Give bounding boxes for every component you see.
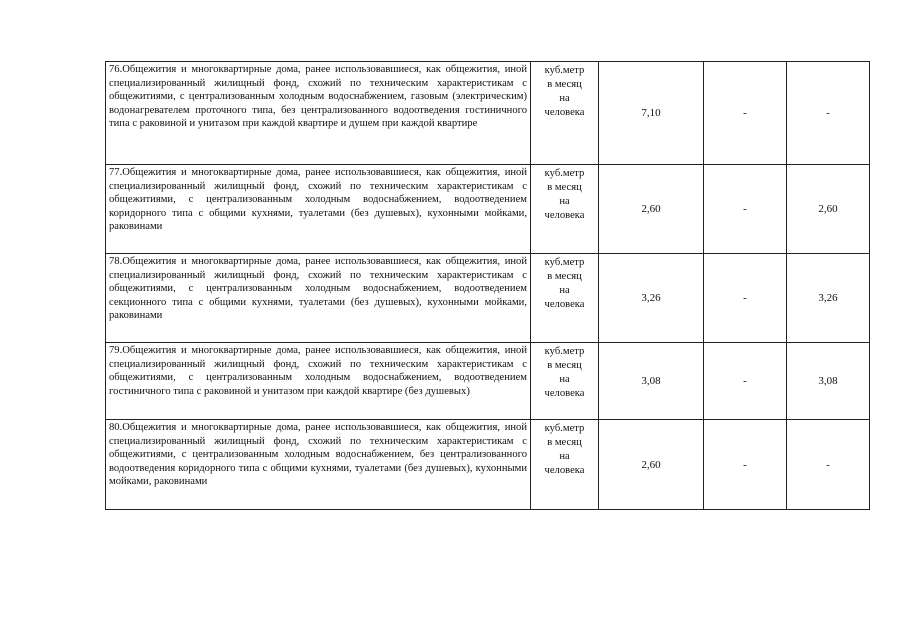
unit-line: в месяц — [547, 437, 582, 448]
row-unit — [531, 165, 599, 254]
unit-line: в месяц — [547, 360, 582, 371]
row-value-1: 7,10 — [599, 62, 704, 165]
unit-line: на — [559, 93, 570, 104]
unit-line: куб.метр — [544, 423, 585, 434]
row-value-1: 3,26 — [599, 254, 704, 343]
row-value-3: 2,60 — [787, 165, 870, 254]
row-value-2: - — [704, 420, 787, 510]
table-row — [106, 62, 870, 165]
table-row — [106, 165, 870, 254]
unit-line: куб.метр — [544, 346, 585, 357]
row-description: 76.Общежития и многоквартирные дома, ранее использовавшиеся, как общежития, иной специализированный жилищный фонд, схожий по техническим характеристикам с общежитиями, с централизованным холодным водоснабжением, газовым (электрическим) водонагревателем проточного типа, без централизованного водоотведения гостиничного типа с раковиной и унитазом при каждой квартире и душем при каждой квартире — [106, 62, 531, 165]
unit-line: человека — [544, 388, 585, 399]
table-row — [106, 254, 870, 343]
row-description: 77.Общежития и многоквартирные дома, ранее использовавшиеся, как общежития, иной специализированный жилищный фонд, схожий по техническим характеристикам с общежитиями, с централизованным холодным водоснабжением, водоотведением коридорного типа с общими кухнями, туалетами (без душевых), кухонными мойками, раковинами — [106, 165, 531, 254]
unit-line: на — [559, 285, 570, 296]
row-description: 79.Общежития и многоквартирные дома, ранее использовавшиеся, как общежития, иной специализированный жилищный фонд, схожий по техническим характеристикам с общежитиями, с централизованным холодным водоснабжением, водоотведением гостиничного типа с раковиной и унитазом при каждой квартире (без душевых) — [106, 343, 531, 420]
row-unit — [531, 343, 599, 420]
unit-line: в месяц — [547, 79, 582, 90]
row-description: 78.Общежития и многоквартирные дома, ранее использовавшиеся, как общежития, иной специализированный жилищный фонд, схожий по техническим характеристикам с общежитиями, с централизованным холодным водоснабжением, водоотведением секционного типа с общими кухнями, туалетами (без душевых), кухонными мойками, раковинами — [106, 254, 531, 343]
unit-line: на — [559, 196, 570, 207]
row-value-2: - — [704, 165, 787, 254]
unit-line: в месяц — [547, 182, 582, 193]
row-value-3: - — [787, 420, 870, 510]
row-unit — [531, 420, 599, 510]
consumption-norms-table — [105, 61, 870, 510]
row-unit — [531, 254, 599, 343]
row-value-1: 3,08 — [599, 343, 704, 420]
row-value-1: 2,60 — [599, 420, 704, 510]
row-value-2: - — [704, 254, 787, 343]
row-value-1: 2,60 — [599, 165, 704, 254]
unit-line: куб.метр — [544, 65, 585, 76]
unit-line: человека — [544, 107, 585, 118]
row-unit — [531, 62, 599, 165]
unit-line: куб.метр — [544, 168, 585, 179]
row-value-2: - — [704, 62, 787, 165]
unit-line: на — [559, 374, 570, 385]
row-value-3: 3,26 — [787, 254, 870, 343]
unit-line: человека — [544, 299, 585, 310]
unit-line: куб.метр — [544, 257, 585, 268]
row-value-2: - — [704, 343, 787, 420]
unit-line: человека — [544, 465, 585, 476]
unit-line: человека — [544, 210, 585, 221]
unit-line: на — [559, 451, 570, 462]
table-row — [106, 420, 870, 510]
table-row — [106, 343, 870, 420]
row-value-3: - — [787, 62, 870, 165]
row-description: 80.Общежития и многоквартирные дома, ранее использовавшиеся, как общежития, иной специализированный жилищный фонд, схожий по техническим характеристикам с общежитиями, с централизованным холодным водоснабжением, без централизованного водоотведения коридорного типа с общими кухнями, туалетами (без душевых), кухонными мойками, раковинами — [106, 420, 531, 510]
row-value-3: 3,08 — [787, 343, 870, 420]
unit-line: в месяц — [547, 271, 582, 282]
